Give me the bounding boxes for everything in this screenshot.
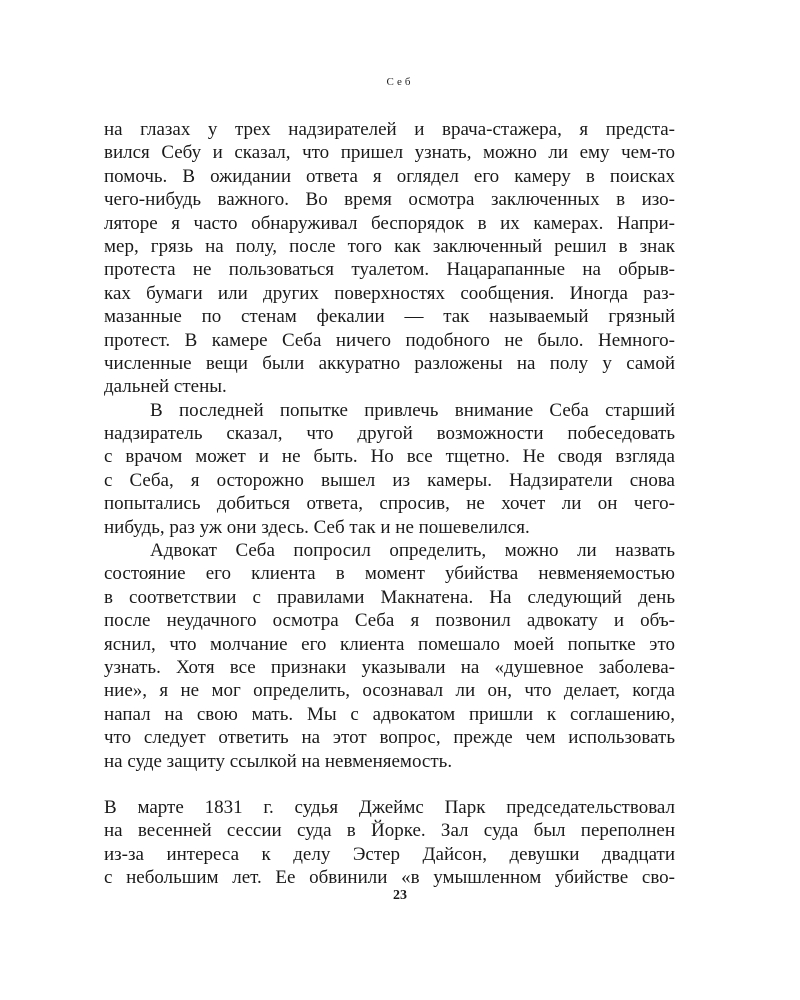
text-line: Адвокат Себа попросил определить, можно ли назвать [150,540,675,562]
text-line: дальней стены. [104,376,227,398]
text-line: В последней попытке привлечь внимание Себа старший [150,399,675,421]
paragraph [104,399,675,539]
running-head: Себ [386,76,414,88]
text-line: нибудь, раз уж они здесь. Себ так и не пошевелился. [104,516,530,538]
text-line: протест. В камере Себа ничего подобного не было. Немного- [104,329,675,351]
text-line: помочь. В ожидании ответа я оглядел его камеру в поисках [104,165,675,187]
text-line: ляторе я часто обнаруживал беспорядок в их камерах. Напри- [104,212,675,234]
text-line: состояние его клиента в момент убийства невменяемостью [104,563,675,585]
text-line: чего-нибудь важного. Во время осмотра заключенных в изо- [104,189,675,211]
text-line: ках бумаги или других поверхностях сообщения. Иногда раз- [104,282,675,304]
text-line: из-за интереса к делу Эстер Дайсон, девушки двадцати [104,843,675,865]
page-number: 23 [393,888,407,903]
text-line: протеста не пользоваться туалетом. Нацарапанные на обрыв- [104,259,675,281]
text-line: попытались добиться ответа, спросив, не хочет ли он чего- [104,493,675,515]
text-line: что следует ответить на этот вопрос, прежде чем использовать [104,727,675,749]
text-line: ние», я не мог определить, осознавал ли он, что делает, когда [104,680,675,702]
text-line: с небольшим лет. Ее обвинили «в умышленном убийстве сво- [104,867,675,889]
text-line: узнать. Хотя все признаки указывали на «душевное заболева- [104,656,675,678]
paragraph [104,796,675,890]
text-line: на весенней сессии суда в Йорке. Зал суда был переполнен [104,820,675,842]
text-line: после неудачного осмотра Себа я позвонил адвокату и объ- [104,610,675,632]
text-line: надзиратель сказал, что другой возможности побеседовать [104,423,675,445]
text-line: мазанные по стенам фекалии — так называемый грязный [104,306,675,328]
body-text [104,118,675,890]
paragraph [104,118,675,399]
paragraph [104,539,675,773]
text-line: с Себа, я осторожно вышел из камеры. Надзиратели снова [104,469,675,491]
text-line: в соответствии с правилами Макнатена. На следующий день [104,586,675,608]
text-line: яснил, что молчание его клиента помешало моей попытке это [104,633,675,655]
text-line: мер, грязь на полу, после того как заключенный решил в знак [104,235,675,257]
text-line: В марте 1831 г. судья Джеймс Парк председательствовал [104,796,675,818]
text-line: напал на свою мать. Мы с адвокатом пришли к соглашению, [104,703,675,725]
text-line: с врачом может и не быть. Но все тщетно. Не сводя взгляда [104,446,675,468]
text-line: на суде защиту ссылкой на невменяемость. [104,750,453,772]
section-break [104,773,675,796]
text-line: вился Себу и сказал, что пришел узнать, можно ли ему чем-то [104,142,675,164]
text-line: на глазах у трех надзирателей и врача-стажера, я предста- [104,119,675,140]
text-line: численные вещи были аккуратно разложены на полу у самой [104,352,675,374]
